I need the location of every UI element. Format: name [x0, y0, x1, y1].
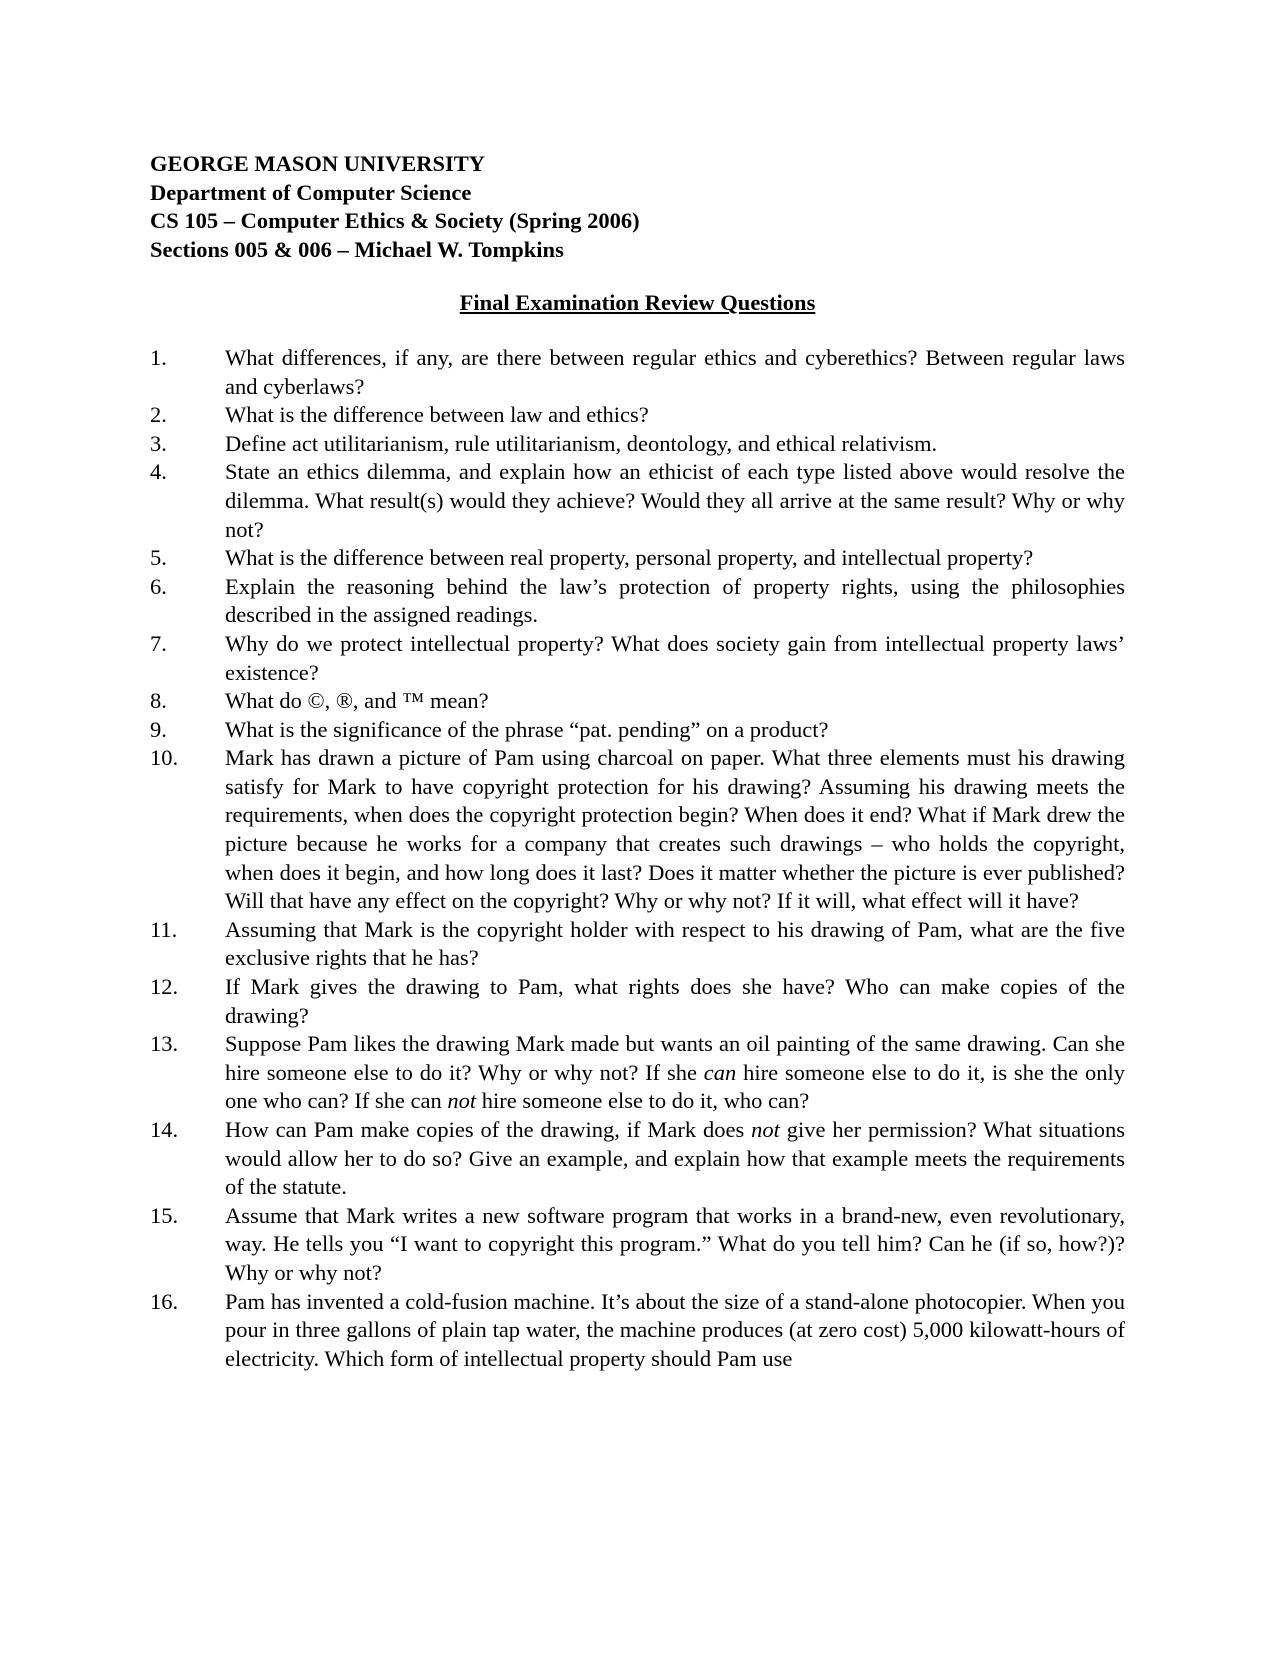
question-item [150, 716, 1125, 745]
question-number: 5. [150, 545, 167, 571]
question-text [225, 630, 1125, 687]
document-header [150, 150, 1125, 264]
question-number: 11. [150, 916, 178, 942]
question-number: 9. [150, 716, 167, 742]
question-item [150, 401, 1125, 430]
text-segment: Explain the reasoning behind the law’s protection of property rights, using the philosophies described in the assigned readings. [225, 573, 1125, 628]
text-segment: Suppose Pam likes the drawing Mark made but wants an oil painting of the same drawing. Can she hire someone else to do it? Why or why not? If she [225, 1031, 1125, 1085]
question-text [225, 973, 1125, 1030]
text-segment: Mark has drawn a picture of Pam using charcoal on paper. What three elements must his drawing satisfy for Mark to have copyright protection for his drawing? Assuming his drawing meets the requirements, when does the copyright protection begin? When does it end? What if Mark drew the picture because he works for a company that creates such drawings – who holds the copyright, when does it begin, and how long does it last? Does it matter whether the picture is ever published? Will that have any effect on the copyright? Why or why not? If it will, what effect will it have? [225, 745, 1125, 914]
emphasized-text: not [447, 1088, 477, 1114]
text-segment: Pam has invented a cold-fusion machine. It’s about the size of a stand-alone photocopier. When you pour in three gallons of plain tap water, the machine produces (at zero cost) 5,000 kilowatt-hours of electricity. Which form of intellectual property should Pam use [225, 1288, 1125, 1371]
question-item [150, 1288, 1125, 1374]
text-segment: Assume that Mark writes a new software program that works in a brand-new, even revolutionary, way. He tells you “I want to copyright this program.” What do you tell him? Can he (if so, how?)? Why or why not? [225, 1202, 1125, 1285]
question-text [225, 1202, 1125, 1288]
question-item [150, 1202, 1125, 1288]
text-segment: What differences, if any, are there between regular ethics and cyberethics? Between regular laws and cyberlaws? [225, 344, 1125, 399]
sections-instructor: Sections 005 & 006 – Michael W. Tompkins [150, 236, 564, 262]
question-number: 2. [150, 402, 167, 428]
question-text [225, 687, 1125, 716]
question-item [150, 1030, 1125, 1116]
question-text [225, 401, 1125, 430]
text-segment: hire someone else to do it, is she the only one who can? If she can [225, 1059, 1125, 1114]
text-segment: What do ©, ®, and ™ mean? [225, 688, 489, 714]
emphasized-text: can [703, 1059, 737, 1085]
question-number: 10. [150, 745, 179, 771]
text-segment: give her permission? What situations would allow her to do so? Give an example, and explain how that example meets the requirements of the statute. [225, 1117, 1125, 1200]
document-title: Final Examination Review Questions [459, 290, 816, 316]
question-number: 14. [150, 1117, 179, 1142]
question-text [225, 344, 1125, 401]
question-item [150, 630, 1125, 687]
question-number: 16. [150, 1288, 179, 1314]
course-title: CS 105 – Computer Ethics & Society (Spring 2006) [150, 208, 640, 234]
question-item [150, 573, 1125, 630]
question-item [150, 1116, 1125, 1202]
question-item [150, 430, 1125, 459]
question-text [225, 1288, 1125, 1374]
question-number: 12. [150, 974, 179, 1000]
question-item [150, 687, 1125, 716]
question-number: 8. [150, 688, 167, 714]
text-segment: Why do we protect intellectual property? What does society gain from intellectual property laws’ existence? [225, 630, 1125, 685]
question-number: 1. [150, 344, 167, 370]
question-item [150, 744, 1125, 916]
text-segment: What is the significance of the phrase “pat. pending” on a product? [225, 716, 829, 742]
department-name: Department of Computer Science [150, 179, 472, 205]
question-text [225, 1116, 1125, 1202]
question-item [150, 544, 1125, 573]
question-list [150, 344, 1125, 1373]
question-item [150, 973, 1125, 1030]
question-text [225, 430, 1125, 459]
question-number: 15. [150, 1202, 179, 1228]
university-name: GEORGE MASON UNIVERSITY [150, 151, 486, 176]
question-text [225, 573, 1125, 630]
question-text [225, 1030, 1125, 1116]
text-segment: State an ethics dilemma, and explain how an ethicist of each type listed above would resolve the dilemma. What result(s) would they achieve? Would they all arrive at the same result? Why or why not? [225, 459, 1125, 542]
question-number: 13. [150, 1031, 179, 1057]
emphasized-text: not [751, 1117, 780, 1142]
text-segment: If Mark gives the drawing to Pam, what rights does she have? Who can make copies of the drawing? [225, 974, 1125, 1028]
question-text [225, 458, 1125, 544]
question-number: 6. [150, 573, 167, 599]
question-text [225, 744, 1125, 916]
question-text [225, 916, 1125, 973]
question-item [150, 916, 1125, 973]
question-item [150, 458, 1125, 544]
text-segment: Assuming that Mark is the copyright holder with respect to his drawing of Pam, what are the five exclusive rights that he has? [225, 916, 1125, 971]
document-page [150, 150, 1125, 1373]
question-text [225, 544, 1125, 573]
text-segment: What is the difference between law and ethics? [225, 402, 649, 428]
question-text [225, 716, 1125, 745]
question-number: 3. [150, 430, 167, 456]
question-number: 7. [150, 630, 167, 656]
text-segment: hire someone else to do it, who can? [476, 1088, 810, 1114]
text-segment: How can Pam make copies of the drawing, if Mark does [225, 1117, 752, 1142]
question-item [150, 344, 1125, 401]
question-number: 4. [150, 459, 167, 485]
text-segment: Define act utilitarianism, rule utilitarianism, deontology, and ethical relativism. [225, 430, 938, 456]
text-segment: What is the difference between real property, personal property, and intellectual property? [225, 545, 1034, 571]
